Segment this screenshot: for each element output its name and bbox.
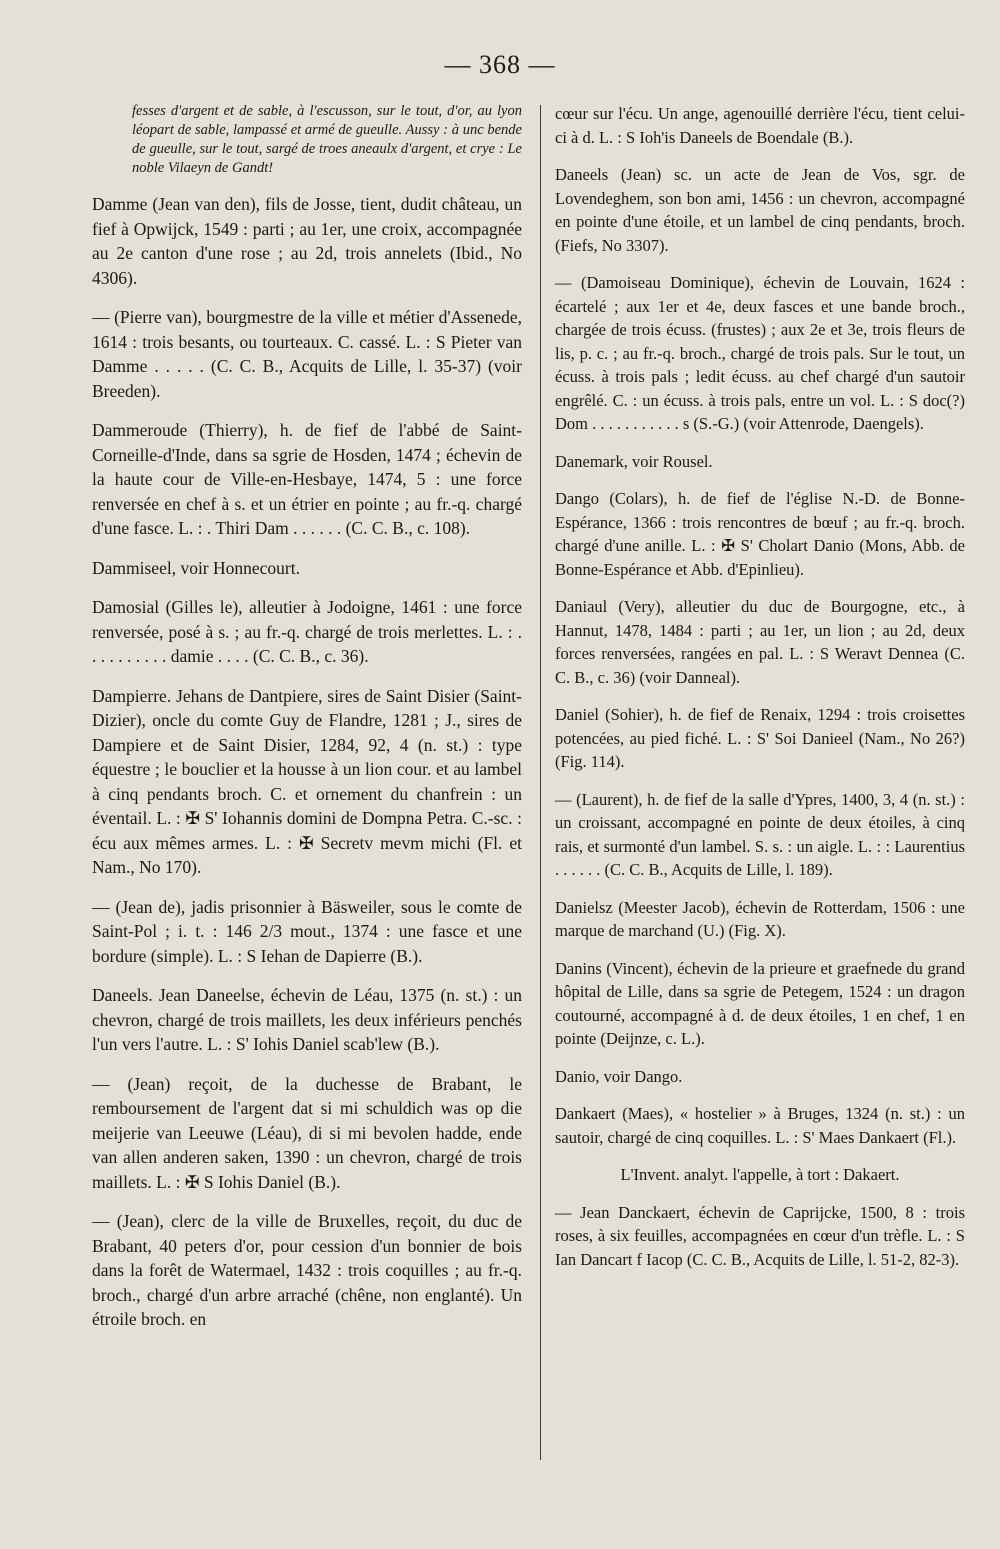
entry-daneels-jean-1390: — (Jean) reçoit, de la duchesse de Brabant, le remboursement de l'argent dat si mi schuldich was op die meijerie van Leeuwe (Léau), di si mi bevolen hadde, ende van allen anderen saken, 1390 : un chevron, chargé de trois maillets. L. : ✠ S Iohis Daniel (B.). bbox=[92, 1073, 522, 1192]
entry-daneels-dominique: — (Damoiseau Dominique), échevin de Louvain, 1624 : écartelé ; aux 1er et 4e, deux fasces et une bande broch., chargée de trois écuss. (frustes) ; aux 2e et 3e, trois fleurs de lis, p. c. ; au fr.-q. broch., chargé de trois pals. Sur le tout, un écuss. à trois pals ; ledit écuss. au chef chargé d'un sautoir engrêlé. C. : un écuss. à trois pals, entre un vol. L. : S doc(?) Dom . . . . . . . . . . . s (S.-G.) (voir Attenrode, Daengels). bbox=[555, 273, 965, 433]
entry-daneels-jean-1432: — (Jean), clerc de la ville de Bruxelles, reçoit, du duc de Brabant, 40 peters d'or, pour cession d'un bonnier de bois dans la forêt de Watermael, 1432 : trois coquilles ; au fr.-q. broch., chargé d'un arbre arraché (chêne, non englanté). Un étroile broch. en bbox=[92, 1211, 522, 1329]
entry-dankaert: Dankaert (Maes), « hostelier » à Bruges, 1324 (n. st.) : un sautoir, chargé de cinq coquilles. L. : S' Maes Dankaert (Fl.). bbox=[555, 1104, 965, 1147]
entry-dampierre: Dampierre. Jehans de Dantpiere, sires de Saint Disier (Saint-Dizier), oncle du comte Guy de Flandre, 1281 ; J., sires de Dampiere et de Saint Disier, 1284, 92, 4 (n. st.) : type équestre ; le bouclier et la housse à un lion cour. et au lambel à cinq pendants broch. C. et ornement du chanfrein : un éventail. L. : ✠ S' Iohannis domini de Dompna Petra. C.-sc. : écu aux mêmes armes. L. : ✠ Secretv mevm michi (Fl. et Nam., No 170). bbox=[92, 685, 522, 877]
entry-daniel-laurent: — (Laurent), h. de fief de la salle d'Ypres, 1400, 3, 4 (n. st.) : un croissant, accompagné en pointe de deux étoiles, à cinq rais, et surmonté d'un lambel. S. s. : un aigle. L. : : Laurentius . . . . . . (C. C. B., Acquits de Lille, l. 189). bbox=[555, 789, 965, 879]
entry-dammeroude: Dammeroude (Thierry), h. de fief de l'abbé de Saint-Corneille-d'Inde, dans sa sgrie de Hosden, 1474 ; échevin de la haute cour de Ville-en-Hesbaye, 1474, 5 : une force renversée en chef à s. et un étrier en pointe ; au fr.-q. chargé d'une fasce. L. : . Thiri Dam . . . . . . (C. C. B., c. 108). bbox=[92, 420, 522, 538]
column-divider bbox=[540, 105, 541, 1460]
entry-danins: Danins (Vincent), échevin de la prieure et graefnede du grand hôpital de Lille, dans sa sgrie de Petegem, 1524 : un dragon coutourné, accompagné à d. de deux étoiles, 1 en chef, 1 en pointe (Deijnze, c. L.). bbox=[555, 958, 965, 1048]
entry-daneels-1456: Daneels (Jean) sc. un acte de Jean de Vos, sgr. de Lovendeghem, son bon ami, 1456 : un chevron, accompagné en pointe d'une étoile, et un lambel de cinq pendants, broch. (Fiefs, No 3307). bbox=[555, 165, 965, 255]
page-number: — 368 — bbox=[444, 50, 556, 79]
entry-continuation-right: cœur sur l'écu. Un ange, agenouillé derrière l'écu, tient celui-ci à d. L. : S Ioh'is Daneels de Boendale (B.). bbox=[555, 104, 965, 147]
right-column bbox=[555, 102, 965, 1285]
left-column bbox=[92, 102, 522, 1347]
entry-danckaert: — Jean Danckaert, échevin de Caprijcke, 1500, 8 : trois roses, à six feuilles, accompagnées en cœur d'un trèfle. L. : S Ian Dancart f Iacop (C. C. B., Acquits de Lille, l. 51-2, 82-3). bbox=[555, 1202, 965, 1269]
entry-daneels: Daneels. Jean Daneelse, échevin de Léau, 1375 (n. st.) : un chevron, chargé de trois maillets, les deux inférieurs penchés l'un vers l'autre. L. : S' Iohis Daniel scab'lew (B.). bbox=[92, 985, 522, 1054]
entry-continuation: fesses d'argent et de sable, à l'escusson, sur le tout, d'or, au lyon léopart de sable, lampassé et armé de gueulle. Aussy : à unc bende de gueulle, sur le tout, sargé de troes aneaulx d'argent, et crye : Le noble Vilaeyn de Gandt! bbox=[132, 103, 522, 176]
entry-damosial: Damosial (Gilles le), alleutier à Jodoigne, 1461 : une force renversée, posé à s. ; au fr.-q. chargé de trois merlettes. L. : . . . . . . . . . . damie . . . . (C. C. B., c. 36). bbox=[92, 597, 522, 666]
entry-daniel: Daniel (Sohier), h. de fief de Renaix, 1294 : trois croisettes potencées, au pied fiché. L. : S' Soi Danieel (Nam., No 26?) (Fig. 114). bbox=[555, 705, 965, 771]
entry-dampierre-jean: — (Jean de), jadis prisonnier à Bäsweiler, sous le comte de Saint-Pol ; i. t. : 146 2/3 mout., 1374 : une fasce et une bordure (simple). L. : S Iehan de Dapierre (B.). bbox=[92, 896, 522, 966]
entry-damme: Damme (Jean van den), fils de Josse, tient, dudit château, un fief à Opwijck, 1549 : parti ; au 1er, une croix, accompagnée au 2e canton d'une rose ; au 2d, trois annelets (Ibid., No 4306). bbox=[92, 194, 522, 288]
entry-danielsz: Danielsz (Meester Jacob), échevin de Rotterdam, 1506 : une marque de marchand (U.) (Fig. X). bbox=[555, 897, 965, 940]
entry-dango: Dango (Colars), h. de fief de l'église N.-D. de Bonne-Espérance, 1366 : trois rencontres de bœuf ; au fr.-q. broch. chargé d'une anille. L. : ✠ S' Cholart Danio (Mons, Abb. de Bonne-Espérance et Abb. d'Epinlieu). bbox=[555, 489, 965, 579]
entry-daniaul: Daniaul (Very), alleutier du duc de Bourgogne, etc., à Hannut, 1478, 1484 : parti ; au 1er, un lion ; au 2d, deux forces renversées, rangées en pal. L. : S Weravt Dennea (C. C. B., c. 36) (voir Danneal). bbox=[555, 597, 965, 687]
entry-danio: Danio, voir Dango. bbox=[555, 1066, 683, 1086]
entry-damme-pierre: — (Pierre van), bourgmestre de la ville et métier d'Assenede, 1614 : trois besants, ou tourteaux. C. cassé. L. : S Pieter van Damme . . . . . (C. C. B., Acquits de Lille, l. 35-37) (voir Breeden). bbox=[92, 307, 522, 401]
entry-note: L'Invent. analyt. l'appelle, à tort : Dakaert. bbox=[620, 1165, 900, 1184]
entry-danemark: Danemark, voir Rousel. bbox=[555, 451, 713, 471]
entry-dammiseel: Dammiseel, voir Honnecourt. bbox=[92, 557, 301, 578]
